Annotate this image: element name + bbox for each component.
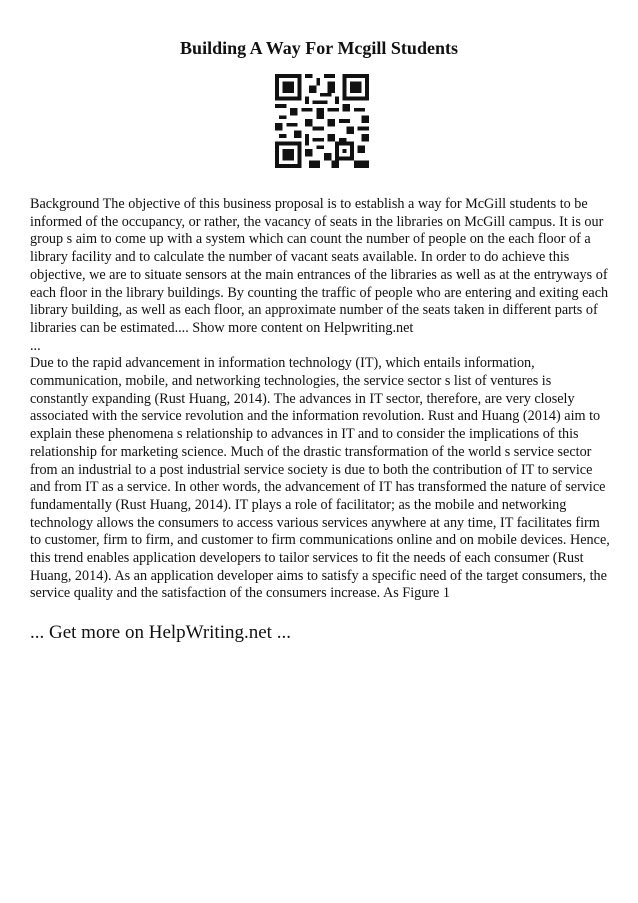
qr-code-icon bbox=[275, 74, 369, 168]
document-body bbox=[30, 196, 612, 603]
page-title: Building A Way For Mcgill Students bbox=[180, 38, 458, 58]
paragraph-ellipsis: ... bbox=[30, 337, 41, 354]
paragraph-background: Background The objective of this business proposal is to establish a way for McGill students to be informed of the occupancy, or rather, the vacancy of seats in the libraries on McGill campus. It is our group s aim to come up with a system which can count the number of people on the each floor of a library facility and to calculate the number of vacant seats available. In order to do achieve this objective, we are to situate sensors at the main entrances of the libraries as well as at the entryways of each floor in the library buildings. By counting the traffic of people who are entering and exiting each library building, as well as each floor, an approximate number of the seats taken in different parts of libraries can be estimated.... Show more content on Helpwriting.net bbox=[30, 196, 609, 336]
get-more-link[interactable]: ... Get more on HelpWriting.net ... bbox=[30, 622, 291, 643]
paragraph-it-advancement: Due to the rapid advancement in information technology (IT), which entails information, communication, mobile, and networking technologies, the service sector s list of ventures is constantly expanding (Rust Huang, 2014). The advances in IT sector, therefore, are very closely associated with the service revolution and the information revolution. Rust and Huang (2014) aim to explain these phenomena s relationship to advances in IT and to consider the implications of this relationship for marketing science. Much of the drastic transformation of the world s service sector from an industrial to a post industrial service society is due to both the contribution of IT to service and from IT as a service. In other words, the advancement of IT has transformed the nature of service fundamentally (Rust Huang, 2014). IT plays a role of facilitator; as the mobile and networking technology allows the consumers to access various services anywhere at any time, IT facilitates firm to customer, firm to firm, and customer to firm communications online and on mobile devices. Hence, this trend enables application developers to tailor services to fit the needs of each consumer (Rust Huang, 2014). As an application developer aims to satisfy a specific need of the target consumers, the service quality and the satisfaction of the consumers increase. As Figure 1 bbox=[30, 355, 610, 602]
